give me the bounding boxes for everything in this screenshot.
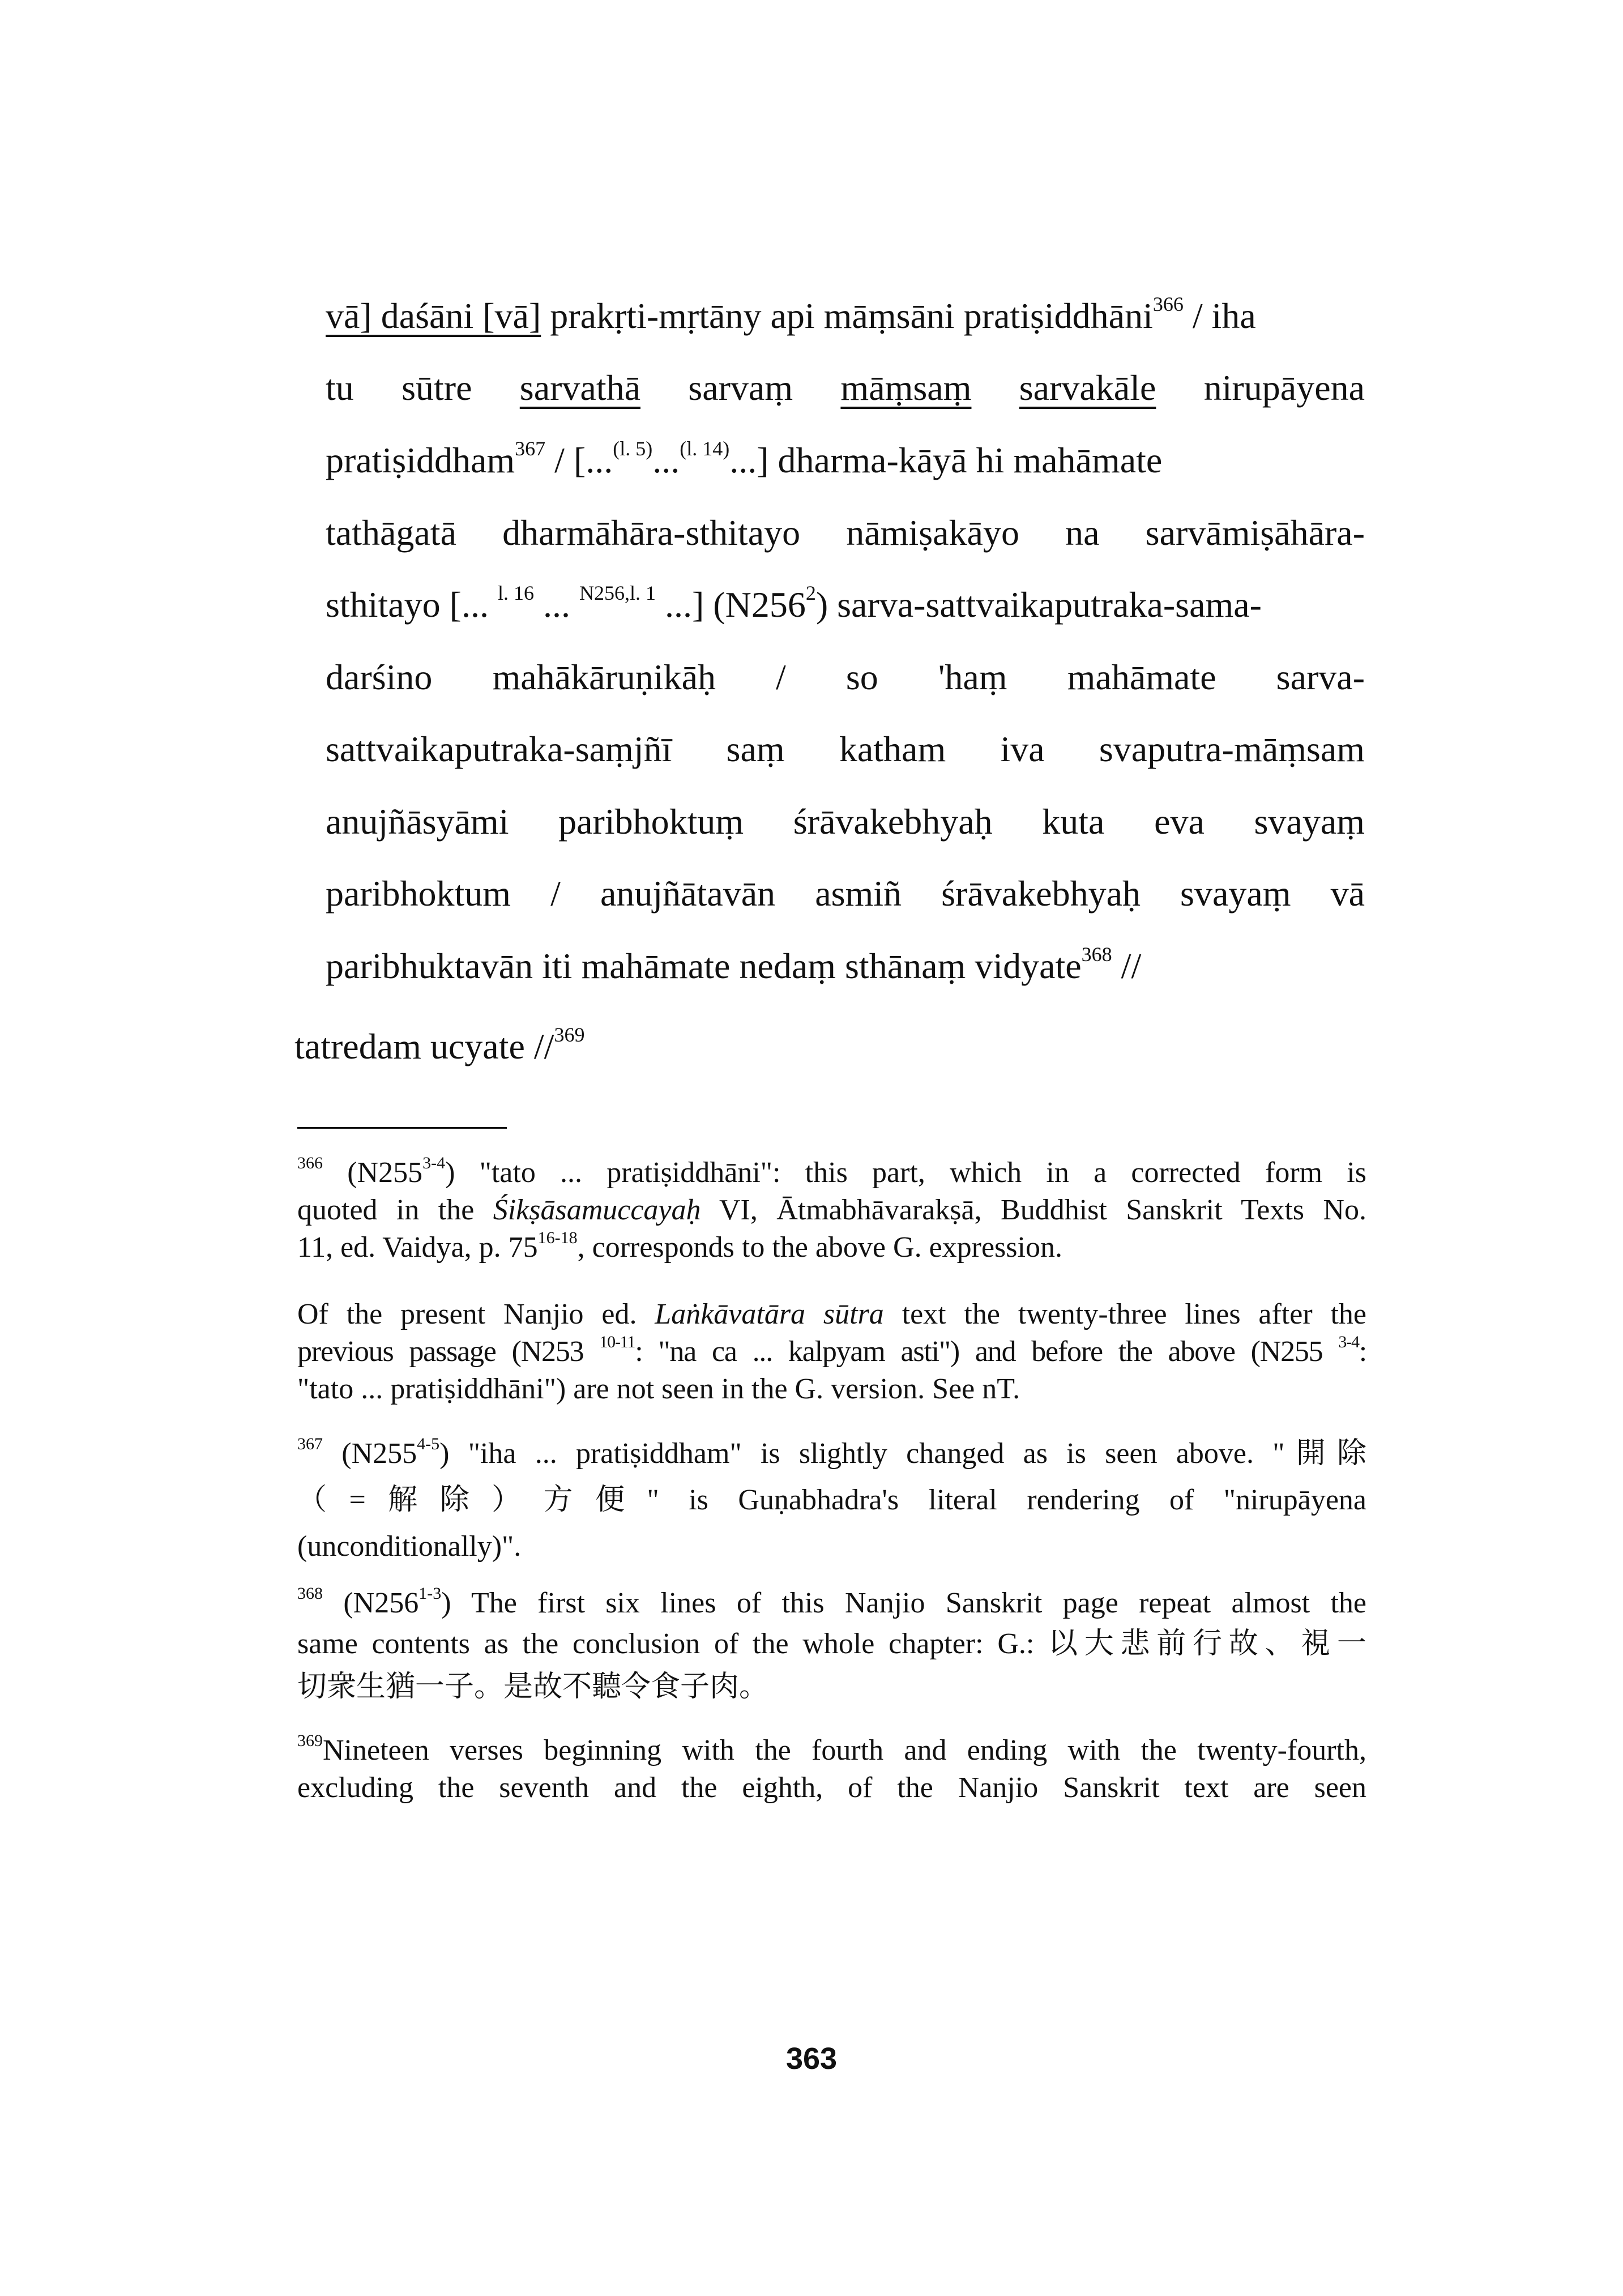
footnote-369-line-2: excluding the seventh and the eighth, of the Nanjio Sanskrit text are seen bbox=[297, 1772, 1366, 1804]
text-span: text the twenty-three lines after the bbox=[883, 1298, 1367, 1330]
line-ref: (l. 14) bbox=[680, 437, 730, 460]
text-span: : "na ca ... kalpyam asti") and before the above (N255 bbox=[635, 1335, 1339, 1368]
footnote-368-line-1 bbox=[297, 1586, 1366, 1621]
underlined-word: sarvakāle bbox=[1019, 368, 1156, 408]
word: sūtre bbox=[402, 368, 472, 408]
text-span: ) "iha ... pratiṣiddham" is slightly changed as is seen above. "開除 bbox=[439, 1437, 1366, 1470]
text-span: previous passage (N253 bbox=[297, 1335, 600, 1368]
word: nirupāyena bbox=[1203, 368, 1365, 408]
text-span: ... bbox=[652, 440, 680, 480]
footnote-368-line-3: 切衆生猶一子。是故不聽令食子肉。 bbox=[297, 1671, 769, 1703]
main-text-line-3 bbox=[326, 439, 1365, 482]
text-span: Nineteen verses beginning with the fourth and ending with the twenty-fourth, bbox=[323, 1734, 1366, 1766]
footnote-366-para-2-line-1 bbox=[297, 1297, 1366, 1332]
main-text-line-6: darśino mahākāruṇikāḥ / so 'haṃ mahāmate sarva- bbox=[326, 657, 1365, 697]
superscript: 1-3 bbox=[418, 1584, 442, 1603]
footnote-367-line-2: （=解除）方便" is Guṇabhadra's literal rendering of "nirupāyena bbox=[297, 1484, 1366, 1516]
text-span: ) "tato ... pratiṣiddhāni": this part, which in a corrected form is bbox=[445, 1156, 1366, 1189]
text-span: ...] (N256 bbox=[655, 584, 806, 625]
text-span: (N256 bbox=[323, 1587, 419, 1619]
underlined-word: māṃsaṃ bbox=[840, 368, 972, 408]
text-span: / [... bbox=[545, 440, 613, 480]
superscript: 3-4 bbox=[1338, 1333, 1359, 1351]
main-text-tatredam bbox=[294, 1025, 584, 1068]
underlined-word: sarvathā bbox=[519, 368, 640, 408]
main-text-line-4: tathāgatā dharmāhāra-sthitayo nāmiṣakāyo na sarvāmiṣāhāra- bbox=[326, 513, 1365, 553]
italic-title: Śikṣāsamuccayaḥ bbox=[493, 1194, 701, 1226]
text-span: // bbox=[1112, 946, 1142, 986]
footnote-ref-369[interactable]: 369 bbox=[554, 1023, 585, 1046]
text-span: Of the present Nanjio ed. bbox=[297, 1298, 655, 1330]
footnote-number: 368 bbox=[297, 1584, 323, 1603]
text-span: / iha bbox=[1183, 296, 1256, 336]
superscript: 16-18 bbox=[537, 1228, 578, 1247]
line-ref: l. 16 bbox=[497, 582, 534, 604]
superscript: 3-4 bbox=[422, 1154, 446, 1172]
text-span: (N255 bbox=[323, 1437, 417, 1470]
text-span: (N255 bbox=[323, 1156, 423, 1189]
footnote-separator bbox=[297, 1127, 507, 1129]
word: sarvaṃ bbox=[688, 368, 793, 408]
superscript: 10-11 bbox=[599, 1333, 635, 1351]
text-span: ...] dharma-kāyā hi mahāmate bbox=[729, 440, 1163, 480]
main-text-line-1 bbox=[326, 295, 1365, 338]
text-span: VI, Ātmabhāvarakṣā, Buddhist Sanskrit Texts No. bbox=[701, 1194, 1366, 1226]
text-span: ) The first six lines of this Nanjio Sanskrit page repeat almost the bbox=[441, 1587, 1366, 1619]
text-span: sthitayo [... bbox=[326, 584, 498, 625]
footnote-366-para-2-line-3: "tato ... pratiṣiddhāni") are not seen in the G. version. See nT. bbox=[297, 1373, 1020, 1405]
footnote-ref-366[interactable]: 366 bbox=[1152, 293, 1184, 315]
text-span: : bbox=[1359, 1335, 1367, 1368]
main-text-line-9: paribhoktum / anujñātavān asmiñ śrāvakebhyaḥ svayaṃ vā bbox=[326, 873, 1365, 914]
text-span: , corresponds to the above G. expression. bbox=[577, 1231, 1062, 1264]
footnote-368-line-2: same contents as the conclusion of the whole chapter: G.: 以大悲前行故、視一 bbox=[297, 1628, 1366, 1660]
main-text-line-10 bbox=[326, 945, 1365, 988]
footnote-ref-367[interactable]: 367 bbox=[515, 437, 546, 460]
footnote-number: 366 bbox=[297, 1154, 323, 1172]
footnote-366-line-3 bbox=[297, 1230, 1366, 1265]
footnote-number: 367 bbox=[297, 1435, 323, 1453]
text-span: paribhuktavān iti mahāmate nedaṃ sthānaṃ vidyate bbox=[326, 946, 1082, 986]
main-text-line-2 bbox=[326, 366, 1365, 409]
text-span: ... bbox=[533, 584, 579, 625]
footnote-369-line-1 bbox=[297, 1733, 1366, 1768]
footnote-number: 369 bbox=[297, 1731, 323, 1750]
text-span: tatredam ucyate // bbox=[294, 1026, 554, 1066]
footnote-367-line-3: (unconditionally)". bbox=[297, 1530, 522, 1563]
superscript: 4-5 bbox=[417, 1435, 440, 1453]
word: tu bbox=[326, 368, 354, 408]
footnote-366-line-2 bbox=[297, 1193, 1366, 1228]
footnote-367-line-1 bbox=[297, 1436, 1366, 1471]
line-ref: N256,l. 1 bbox=[579, 582, 656, 604]
main-text-line-5 bbox=[326, 583, 1365, 626]
underlined-phrase: vā] daśāni [vā] bbox=[326, 296, 541, 336]
footnote-ref-368[interactable]: 368 bbox=[1081, 943, 1112, 966]
footnote-366-para-2-line-2 bbox=[297, 1334, 1366, 1369]
italic-title: Laṅkāvatāra sūtra bbox=[655, 1298, 884, 1330]
footnote-366-line-1 bbox=[297, 1155, 1366, 1190]
text-span: 11, ed. Vaidya, p. 75 bbox=[297, 1231, 538, 1264]
line-ref: 2 bbox=[805, 582, 816, 604]
main-text-line-8: anujñāsyāmi paribhoktuṃ śrāvakebhyaḥ kuta eva svayaṃ bbox=[326, 801, 1365, 842]
text-span: pratiṣiddham bbox=[326, 440, 515, 480]
text-span: quoted in the bbox=[297, 1194, 493, 1226]
text-span: prakṛti-mṛtāny api māṃsāni pratiṣiddhāni bbox=[541, 296, 1153, 336]
main-text-line-7: sattvaikaputraka-saṃjñī saṃ katham iva svaputra-māṃsam bbox=[326, 729, 1365, 769]
text-span: ) sarva-sattvaikaputraka-sama- bbox=[815, 584, 1262, 625]
line-ref: (l. 5) bbox=[613, 437, 653, 460]
page-number: 363 bbox=[785, 2042, 838, 2076]
